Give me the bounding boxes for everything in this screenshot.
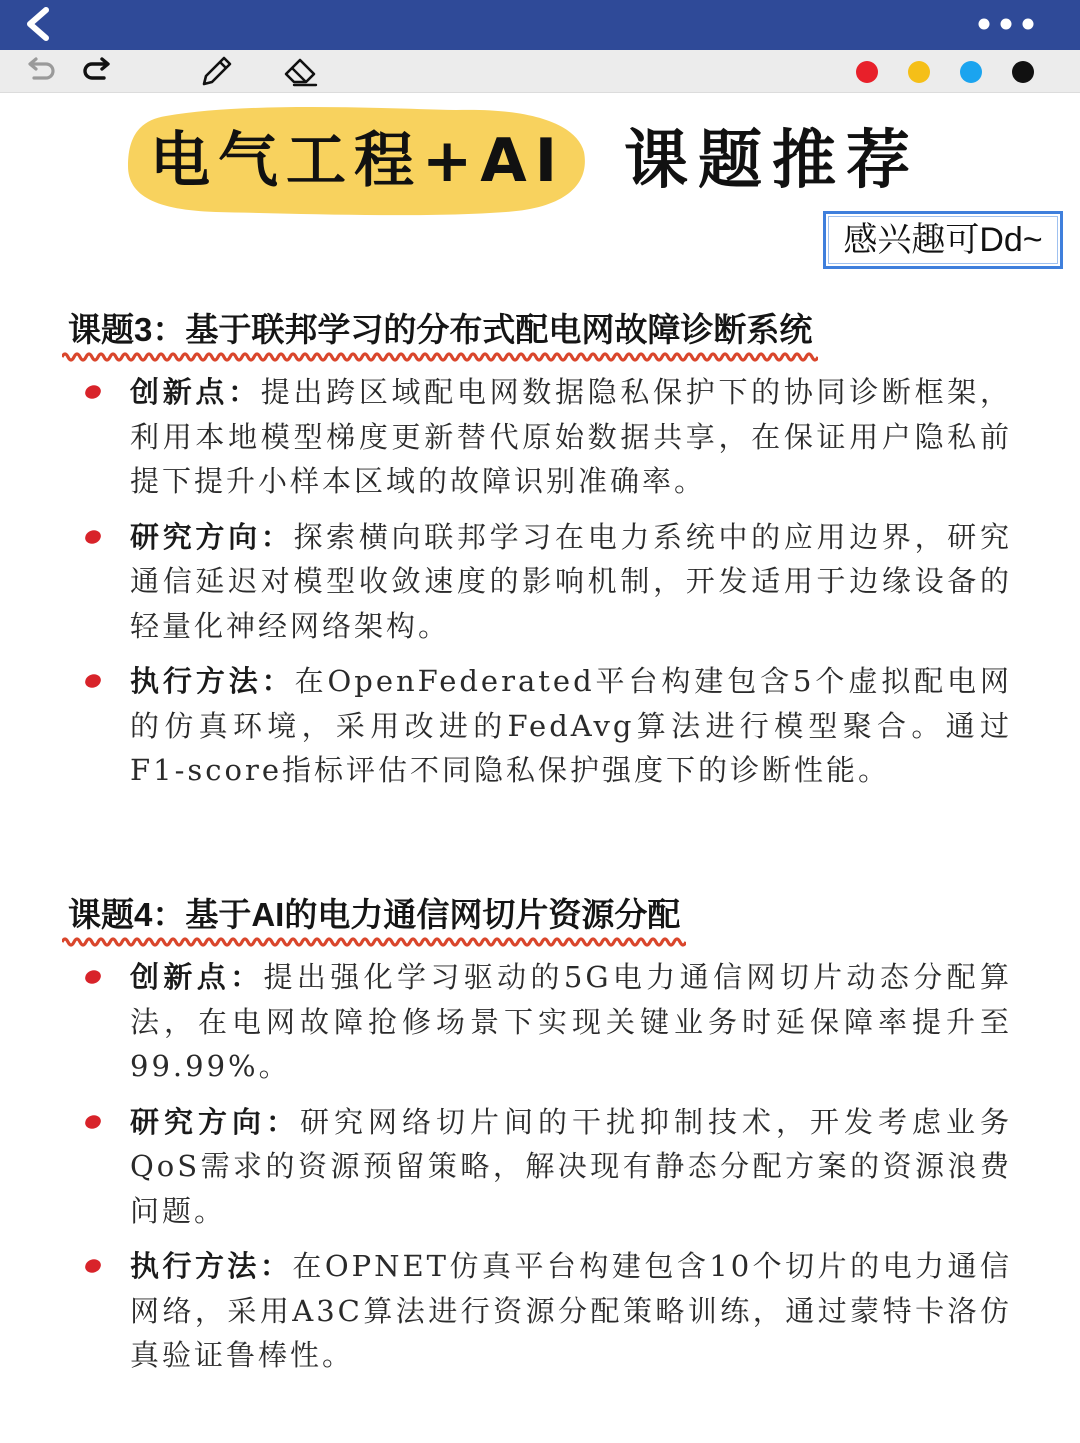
- redo-icon: [80, 54, 116, 88]
- undo-icon: [22, 54, 58, 88]
- bullet-dot-icon: [84, 529, 102, 545]
- color-black-swatch[interactable]: [1012, 61, 1034, 83]
- chevron-left-icon: [18, 6, 58, 42]
- list-item: [130, 1244, 1012, 1378]
- bullet-dot-icon: [84, 384, 102, 400]
- wavy-underline: [62, 935, 686, 949]
- list-item: [130, 515, 1012, 649]
- item-label: 创新点：: [130, 960, 264, 994]
- redo-button[interactable]: [80, 54, 116, 88]
- item-text: 提出强化学习驱动的5G电力通信网切片动态分配算法，在电网故障抢修场景下实现关键业务时延保障率提升至99.99%。: [130, 960, 1012, 1083]
- pencil-icon: [198, 54, 234, 88]
- list-item: [130, 370, 1012, 504]
- bullet-dot-icon: [84, 1114, 102, 1130]
- drawing-toolbar: [0, 50, 1080, 93]
- page-subtitle: 课题推荐: [624, 124, 920, 198]
- topic-section-3: [0, 310, 1080, 793]
- more-horizontal-icon: [974, 8, 1044, 40]
- list-item: [130, 955, 1012, 1089]
- follow-note: 感兴趣可Dd~: [823, 211, 1063, 269]
- item-text: 探索横向联邦学习在电力系统中的应用边界，研究通信延迟对模型收敛速度的影响机制，开发适用于边缘设备的轻量化神经网络架构。: [130, 519, 1012, 643]
- color-yellow-swatch[interactable]: [908, 61, 930, 83]
- pen-tool-button[interactable]: [198, 54, 234, 88]
- page-title: 电气工程+AI: [150, 126, 566, 196]
- bullet-dot-icon: [84, 673, 102, 689]
- item-label: 执行方法：: [130, 664, 295, 698]
- eraser-icon: [282, 54, 320, 88]
- topic-detail-list: [0, 370, 1080, 793]
- bullet-dot-icon: [84, 1258, 102, 1274]
- topic-heading-text: 课题3：基于联邦学习的分布式配电网故障诊断系统: [68, 311, 813, 348]
- bullet-dot-icon: [84, 969, 102, 985]
- item-text: 研究网络切片间的干扰抑制技术，开发考虑业务QoS需求的资源预留策略，解决现有静态分配方案的资源浪费问题。: [130, 1104, 1012, 1228]
- top-app-bar: [0, 0, 1080, 50]
- item-text: 在OpenFederated平台构建包含5个虚拟配电网的仿真环境，采用改进的FedAvg算法进行模型聚合。通过F1-score指标评估不同隐私保护强度下的诊断性能。: [130, 664, 1012, 787]
- topic-heading: [68, 895, 680, 941]
- undo-button[interactable]: [22, 54, 58, 88]
- back-button[interactable]: [18, 6, 58, 42]
- item-label: 创新点：: [130, 375, 261, 409]
- more-options-button[interactable]: [974, 8, 1044, 40]
- item-text: 提出跨区域配电网数据隐私保护下的协同诊断框架，利用本地模型梯度更新替代原始数据共享，在保证用户隐私前提下提升小样本区域的故障识别准确率。: [130, 375, 1012, 498]
- color-blue-swatch[interactable]: [960, 61, 982, 83]
- item-label: 研究方向：: [130, 1104, 300, 1139]
- item-label: 研究方向：: [130, 519, 294, 554]
- list-item: [130, 1100, 1012, 1234]
- topic-section-4: [0, 895, 1080, 1378]
- wavy-underline: [62, 350, 818, 364]
- color-red-swatch[interactable]: [856, 61, 878, 83]
- list-item: [130, 659, 1012, 793]
- item-text: 在OPNET仿真平台构建包含10个切片的电力通信网络，采用A3C算法进行资源分配策略训练，通过蒙特卡洛仿真验证鲁棒性。: [130, 1249, 1012, 1372]
- eraser-tool-button[interactable]: [282, 54, 318, 88]
- topic-heading: [68, 310, 812, 356]
- topic-detail-list: [0, 955, 1080, 1378]
- topic-heading-text: 课题4：基于AI的电力通信网切片资源分配: [68, 896, 681, 933]
- item-label: 执行方法：: [130, 1249, 293, 1283]
